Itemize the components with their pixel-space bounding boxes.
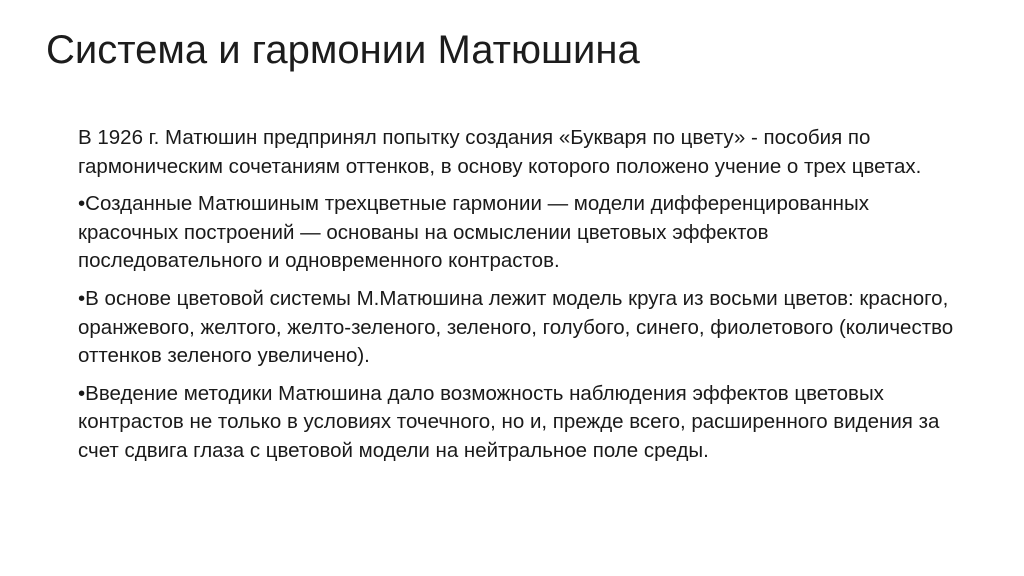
paragraph-intro: В 1926 г. Матюшин предпринял попытку создания «Букваря по цвету» - пособия по гармоническим сочетаниям оттенков, в основу которого положено учение о трех цветах. [78,126,922,178]
slide-body [78,124,958,475]
paragraph-trichromatic-harmonies: •Созданные Матюшиным трехцветные гармонии — модели дифференцированных красочных построений — основаны на осмыслении цветовых эффектов последовательного и одновременного контрастов. [78,192,869,273]
paragraph-method: •Введение методики Матюшина дало возможность наблюдения эффектов цветовых контрастов не только в условиях точечного, но и, прежде всего, расширенного видения за счет сдвига глаза с цветовой модели на нейтральное поле среды. [78,381,940,462]
slide-title: Система и гармонии Матюшина [46,28,640,72]
paragraph-color-circle: •В основе цветовой системы М.Матюшина лежит модель круга из восьми цветов: красного, оранжевого, желтого, желто-зеленого, зеленого, голубого, синего, фиолетового (количество оттенков зеленого увеличено). [78,286,954,368]
